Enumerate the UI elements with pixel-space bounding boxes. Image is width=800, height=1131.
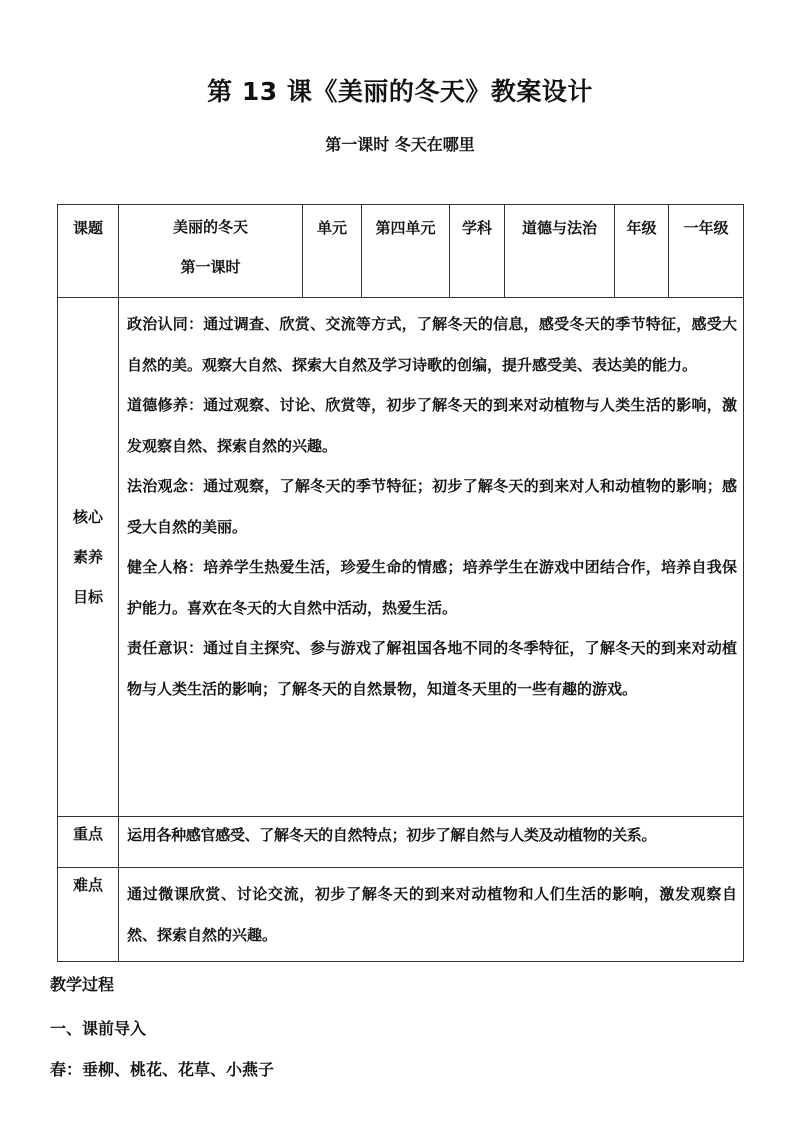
- grade-value: 一年级: [683, 219, 729, 237]
- topic-label-cell: [58, 205, 119, 298]
- section-pre-class-intro: 一、课前导入: [50, 1019, 147, 1038]
- key-point-content: [119, 817, 744, 868]
- difficulty-value: 通过微课欣赏、讨论交流，初步了解冬天的到来对动植物和人们生活的影响，激发观察自然、探索自然的兴趣。: [127, 885, 737, 944]
- key-point-row: [58, 817, 744, 868]
- core-label-line2: 素养: [72, 548, 103, 566]
- teaching-process-heading: 教学过程: [50, 975, 115, 994]
- core-literacy-row: [58, 298, 744, 817]
- core-label-line1: 核心: [72, 508, 103, 526]
- topic-label: 课题: [72, 219, 103, 237]
- subject-value-cell: [505, 205, 615, 298]
- key-point-label-cell: [58, 817, 119, 868]
- topic-value-cell: [119, 205, 303, 298]
- key-point-value: 运用各种感官感受、了解冬天的自然特点；初步了解自然与人类及动植物的关系。: [127, 826, 657, 844]
- topic-value-line2: 第一课时: [180, 258, 241, 276]
- unit-label-cell: [303, 205, 362, 298]
- grade-label: 年级: [626, 219, 657, 237]
- difficulty-row: [58, 868, 744, 962]
- unit-value: 第四单元: [375, 219, 436, 237]
- difficulty-label: 难点: [72, 876, 103, 894]
- unit-label: 单元: [316, 219, 347, 237]
- core-label-line3: 目标: [72, 588, 103, 606]
- lesson-plan-table: [57, 204, 744, 962]
- core-literacy-content: [119, 298, 744, 817]
- subject-label-cell: [450, 205, 505, 298]
- goal-rule-of-law: 法治观念：通过观察，了解冬天的季节特征；初步了解冬天的到来对人和动植物的影响；感受大自然的美丽。: [127, 477, 737, 536]
- grade-value-cell: [669, 205, 744, 298]
- subject-label: 学科: [461, 219, 492, 237]
- unit-value-cell: [362, 205, 450, 298]
- core-literacy-label-cell: [58, 298, 119, 817]
- key-point-label: 重点: [72, 825, 103, 843]
- subject-value: 道德与法治: [521, 219, 597, 237]
- goal-sound-personality: 健全人格：培养学生热爱生活，珍爱生命的情感；培养学生在游戏中团结合作，培养自我保护能力。喜欢在冬天的大自然中活动，热爱生活。: [127, 558, 737, 617]
- difficulty-content: [119, 868, 744, 962]
- goal-responsibility: 责任意识：通过自主探究、参与游戏了解祖国各地不同的冬季特征，了解冬天的到来对动植物与人类生活的影响；了解冬天的自然景物，知道冬天里的一些有趣的游戏。: [127, 639, 737, 698]
- document-title: 第 13 课《美丽的冬天》教案设计: [207, 77, 593, 106]
- difficulty-label-cell: [58, 868, 119, 962]
- document-subtitle: 第一课时 冬天在哪里: [325, 135, 475, 154]
- goal-political-identity: 政治认同：通过调查、欣赏、交流等方式，了解冬天的信息，感受冬天的季节特征，感受大自然的美。观察大自然、探索大自然及学习诗歌的创编，提升感受美、表达美的能力。: [127, 315, 737, 374]
- grade-label-cell: [615, 205, 669, 298]
- goal-moral-cultivation: 道德修养：通过观察、讨论、欣赏等，初步了解冬天的到来对动植物与人类生活的影响，激发观察自然、探索自然的兴趣。: [127, 396, 737, 455]
- topic-value-line1: 美丽的冬天: [172, 218, 248, 236]
- table-header-row: [58, 205, 744, 298]
- spring-items-line: 春：垂柳、桃花、花草、小燕子: [50, 1060, 275, 1079]
